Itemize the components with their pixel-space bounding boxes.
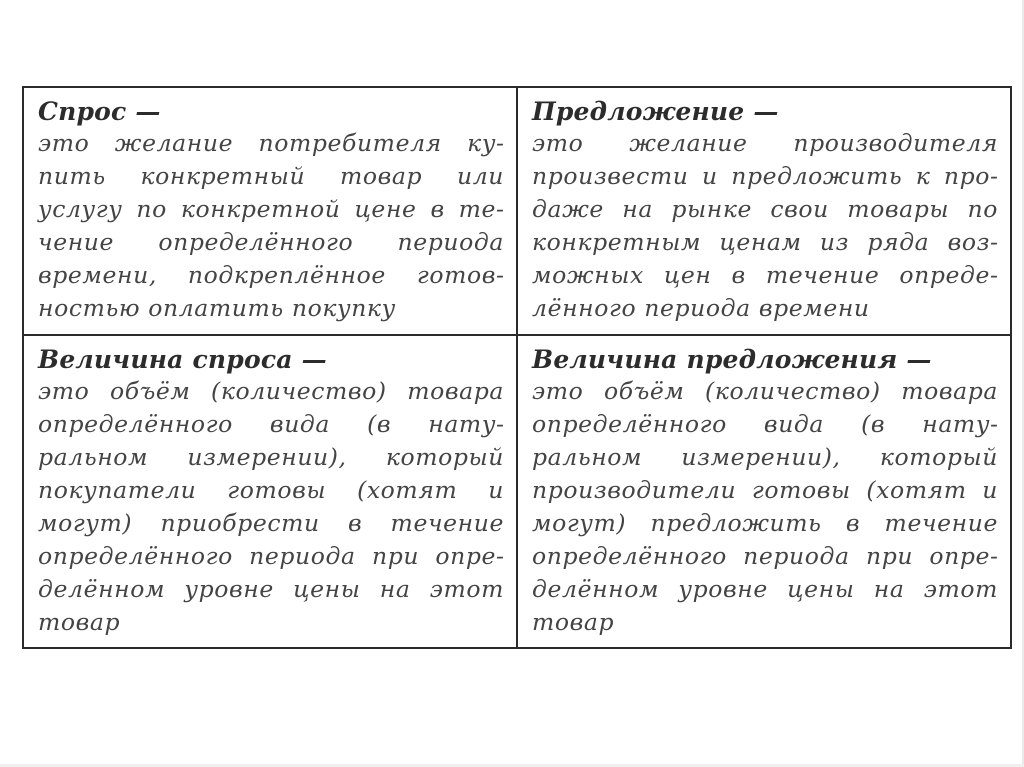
term-quantity-supplied: Величина предложения — <box>532 345 932 374</box>
cell-quantity-demanded <box>23 335 517 648</box>
definition-quantity-supplied: это объём (количество) товара определённого вида (в натуральном измерении), который производители готовы (хотят и могут) предложить в течение определённого периода при определённом уровне цены на этот товар <box>532 377 998 636</box>
term-supply: Предложение — <box>532 97 779 126</box>
term-quantity-demanded: Величина спроса — <box>38 345 327 374</box>
term-demand: Спрос — <box>38 97 161 126</box>
definitions-table <box>22 86 1012 649</box>
definition-demand: это желание потребителя купить конкретный товар или услугу по конкретной цене в течение определённого периода времени, подкреплённое готовностью оплатить покупку <box>38 129 504 322</box>
cell-demand <box>23 87 517 335</box>
cell-quantity-supplied <box>517 335 1011 648</box>
definition-quantity-demanded: это объём (количество) товара определённого вида (в натуральном измерении), который покупатели готовы (хотят и могут) приобрести в течение определённого периода при определённом уровне цены на этот товар <box>38 377 504 636</box>
definition-supply: это желание производителя произвести и предложить к продаже на рынке свои товары по конкретным ценам из ряда возможных цен в течение определённого периода времени <box>532 129 998 322</box>
cell-supply <box>517 87 1011 335</box>
table-row <box>23 335 1011 648</box>
table-row <box>23 87 1011 335</box>
